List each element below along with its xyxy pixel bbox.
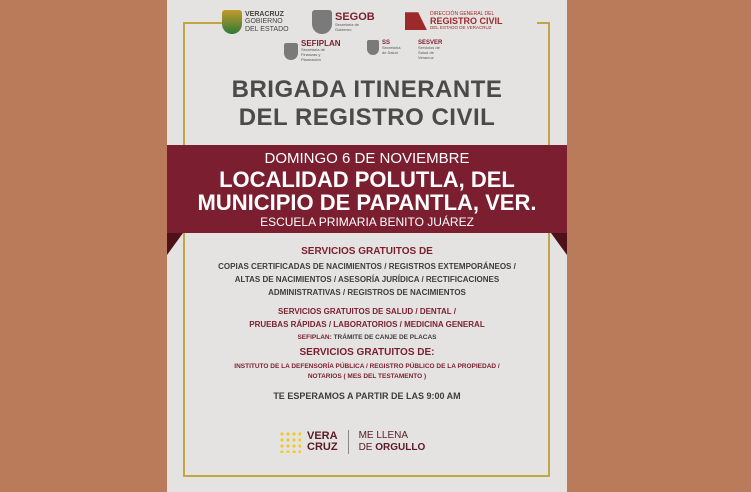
start-time: TE ESPERAMOS A PARTIR DE LAS 9:00 AM bbox=[273, 391, 461, 401]
title-line: DEL REGISTRO CIVIL bbox=[238, 104, 496, 131]
veracruz-shield-icon bbox=[222, 10, 242, 34]
poster-title bbox=[167, 76, 567, 132]
event-date: DOMINGO 6 DE NOVIEMBRE bbox=[264, 150, 470, 167]
poster bbox=[167, 0, 567, 492]
frame-top-left bbox=[183, 22, 223, 24]
veracruz-pattern-icon bbox=[279, 431, 301, 453]
health-service-line: SERVICIOS GRATUITOS DE SALUD / DENTAL / bbox=[278, 307, 456, 316]
sefiplan-service: TRÁMITE DE CANJE DE PLACAS bbox=[331, 334, 437, 341]
ss-logo bbox=[367, 40, 404, 56]
segob-shield-icon bbox=[312, 10, 332, 34]
logo-text: SEGOB bbox=[335, 10, 375, 23]
logo-text: SESVER bbox=[418, 40, 443, 46]
sefiplan-shield-icon bbox=[284, 43, 298, 60]
logo-text: GOBIERNO bbox=[245, 18, 283, 26]
logo-text: REGISTRO CIVIL bbox=[430, 16, 503, 26]
logo-text: Secretaría de Salud bbox=[382, 45, 401, 55]
slogan-text: ME LLENA bbox=[358, 430, 409, 441]
service-line: ALTAS DE NACIMIENTOS / ASESORÍA JURÍDICA / RECTIFICACIONES bbox=[234, 275, 500, 284]
logo-text: Secretaría de Finanzas y Planeación bbox=[301, 47, 326, 62]
services-heading: SERVICIOS GRATUITOS DE: bbox=[299, 347, 435, 358]
slogan-text: DE bbox=[358, 442, 376, 453]
divider bbox=[348, 430, 349, 454]
service-line: INSTITUTO DE LA DEFENSORÍA PÚBLICA / REGISTRO PÚBLICO DE LA PROPIEDAD / bbox=[234, 363, 500, 370]
event-venue: ESCUELA PRIMARIA BENITO JUÁREZ bbox=[260, 215, 474, 229]
logo-text: DIRECCIÓN GENERAL DEL bbox=[430, 11, 495, 17]
title-line: BRIGADA ITINERANTE bbox=[231, 76, 503, 103]
ss-shield-icon bbox=[367, 40, 379, 55]
services-section bbox=[177, 245, 557, 403]
veracruz-footer-logo bbox=[279, 430, 425, 454]
veracruz-logo bbox=[222, 10, 289, 34]
logo-text: SS bbox=[382, 40, 391, 46]
registro-icon bbox=[405, 12, 427, 30]
frame-top-right bbox=[537, 22, 550, 24]
service-line: COPIAS CERTIFICADAS DE NACIMIENTOS / REGISTROS EXTEMPORÁNEOS / bbox=[218, 262, 516, 271]
event-location: MUNICIPIO DE PAPANTLA, VER. bbox=[197, 190, 537, 215]
logo-text: VERACRUZ bbox=[245, 10, 284, 18]
slogan-text: ORGULLO bbox=[375, 442, 426, 453]
logo-strip bbox=[222, 6, 522, 66]
segob-logo bbox=[312, 10, 375, 34]
sefiplan-logo bbox=[284, 40, 341, 62]
health-service-line: PRUEBAS RÁPIDAS / LABORATORIOS / MEDICINA GENERAL bbox=[249, 320, 485, 329]
logo-text: CRUZ bbox=[307, 441, 338, 453]
logo-text: SEFIPLAN bbox=[301, 39, 341, 48]
sefiplan-label: SEFIPLAN: bbox=[297, 334, 332, 341]
logo-text: VERA bbox=[307, 430, 338, 442]
service-line: NOTARIOS ( MES DEL TESTAMENTO ) bbox=[307, 373, 427, 380]
sesver-logo bbox=[418, 40, 450, 60]
services-heading: SERVICIOS GRATUITOS DE bbox=[301, 246, 433, 257]
logo-text: DEL ESTADO bbox=[245, 25, 289, 33]
logo-text: DEL ESTADO DE VERACRUZ bbox=[430, 25, 492, 30]
location-banner bbox=[167, 145, 567, 233]
logo-text: Secretaría de Gobierno bbox=[335, 21, 360, 32]
registro-civil-logo bbox=[405, 12, 503, 31]
service-line: ADMINISTRATIVAS / REGISTROS DE NACIMIENTOS bbox=[268, 288, 466, 297]
logo-text: Servicios de Salud de Veracruz bbox=[418, 45, 440, 60]
event-location: LOCALIDAD POLUTLA, DEL bbox=[219, 167, 515, 192]
